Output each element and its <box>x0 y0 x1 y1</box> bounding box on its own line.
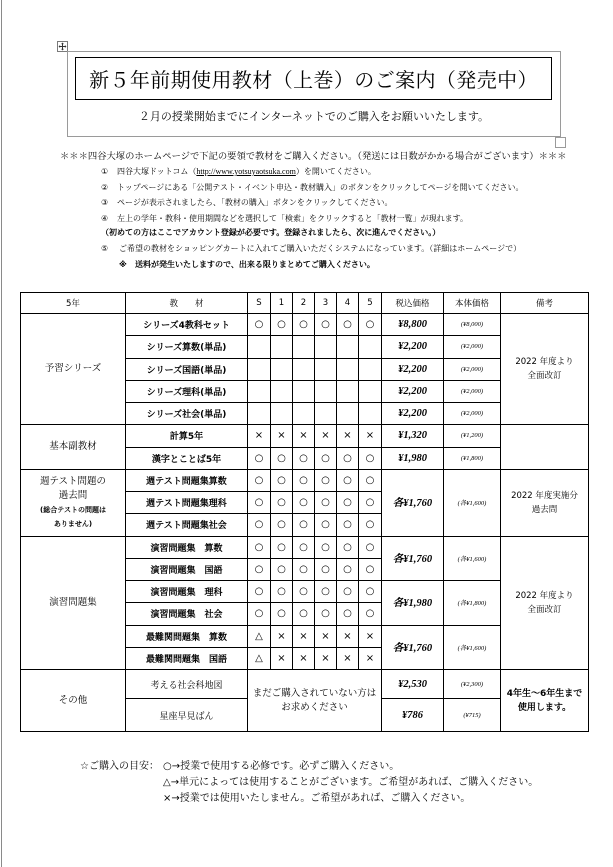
remarks-line: 4年生〜6年生まで <box>506 688 583 699</box>
term-mark-4: × <box>337 647 359 669</box>
page-edge <box>1 0 2 867</box>
page-title: 新５年前期使用教材（上巻）のご案内（発売中） <box>89 68 538 92</box>
price-with-tax: 各¥1,980 <box>382 581 444 626</box>
term-mark-1: ○ <box>271 514 293 536</box>
term-mark-3: × <box>315 647 337 669</box>
step-1 <box>101 166 376 178</box>
price-without-tax: (¥2,000) <box>444 336 501 358</box>
step-text: 左上の学年・教科・使用期間などを選択して「検索」をクリックすると「教材一覧」が現れます。 <box>117 214 469 223</box>
legend-line <box>80 760 399 774</box>
remarks-line: 使用します。 <box>517 702 572 713</box>
term-mark-1 <box>271 358 293 380</box>
term-mark-2: ○ <box>293 558 315 580</box>
purchase-note-line: お求めください <box>281 701 348 713</box>
term-mark-S <box>248 336 271 358</box>
group-label <box>21 425 126 470</box>
item-name: 計算5年 <box>126 425 248 447</box>
purchase-instructions-lead: ＊＊＊四谷大塚のホームページで下記の要領で教材をご購入ください。（発送には日数がかかる場合がございます）＊＊＊ <box>60 151 567 162</box>
step-4 <box>101 213 468 225</box>
term-mark-1: ○ <box>271 581 293 603</box>
term-mark-4: × <box>337 625 359 647</box>
term-mark-2: × <box>293 647 315 669</box>
item-name: 最難関問題集 国語 <box>126 647 248 669</box>
remarks <box>501 536 589 670</box>
term-mark-5: ○ <box>359 603 382 625</box>
price-without-tax: (¥2,000) <box>444 358 501 380</box>
term-mark-5 <box>359 380 382 402</box>
price-without-tax: (各¥1,800) <box>444 581 501 626</box>
term-mark-1: × <box>271 647 293 669</box>
term-mark-1: ○ <box>271 536 293 558</box>
price-with-tax: ¥1,980 <box>382 447 444 469</box>
term-mark-4: × <box>337 425 359 447</box>
term-mark-S <box>248 380 271 402</box>
table-row <box>21 670 589 699</box>
price-with-tax: ¥2,200 <box>382 358 444 380</box>
term-mark-3: ○ <box>315 469 337 491</box>
term-mark-S: ○ <box>248 314 271 336</box>
term-mark-2: ○ <box>293 581 315 603</box>
term-mark-3: ○ <box>315 314 337 336</box>
term-mark-5: ○ <box>359 581 382 603</box>
term-mark-4: ○ <box>337 581 359 603</box>
term-mark-4: ○ <box>337 469 359 491</box>
step-text: 四谷大塚ドットコム（ <box>117 167 197 176</box>
header-remarks: 備考 <box>501 293 589 314</box>
term-mark-2: ○ <box>293 447 315 469</box>
term-mark-2 <box>293 336 315 358</box>
term-mark-5: × <box>359 647 382 669</box>
item-name: 考える社会科地図 <box>126 670 248 699</box>
header-term-2: 2 <box>293 293 315 314</box>
price-without-tax: (各¥1,600) <box>444 625 501 670</box>
table-row <box>21 536 589 558</box>
remarks <box>501 314 589 425</box>
term-mark-S: △ <box>248 647 271 669</box>
legend-title: ☆ご購入の目安： <box>80 761 159 772</box>
term-mark-4: ○ <box>337 603 359 625</box>
term-mark-S <box>248 403 271 425</box>
header-term-5: 5 <box>359 293 382 314</box>
header-term-1: 1 <box>271 293 293 314</box>
term-mark-1 <box>271 336 293 358</box>
header-material: 教 材 <box>126 293 248 314</box>
term-mark-2 <box>293 358 315 380</box>
materials-table-body <box>21 314 589 732</box>
price-with-tax: 各¥1,760 <box>382 469 444 536</box>
term-mark-S <box>248 358 271 380</box>
group-label-line: 過去問 <box>58 489 88 501</box>
item-name: 演習問題集 国語 <box>126 558 248 580</box>
price-without-tax: (¥2,300) <box>444 670 501 699</box>
term-mark-5: ○ <box>359 558 382 580</box>
item-name: 週テスト問題集理科 <box>126 492 248 514</box>
term-mark-2: ○ <box>293 314 315 336</box>
group-label-note: (総合テストの問題は <box>40 505 106 514</box>
purchase-note <box>248 670 382 732</box>
step-text: トップページにある「公開テスト・イベント申込・教材購入」のボタンをクリックしてページを開いてください。 <box>117 183 524 192</box>
term-mark-3: × <box>315 425 337 447</box>
term-mark-1: × <box>271 425 293 447</box>
step-5 <box>101 243 521 255</box>
term-mark-1: ○ <box>271 492 293 514</box>
step-text: ページが表示されましたら、「教材の購入」ボタンをクリックしてください。 <box>117 198 393 207</box>
shipping-note-text: 送料が発生いたしますので、出来る限りまとめてご購入ください。 <box>135 260 375 269</box>
term-mark-5: ○ <box>359 469 382 491</box>
remarks <box>501 469 589 536</box>
term-mark-4 <box>337 380 359 402</box>
header-term-3: 3 <box>315 293 337 314</box>
term-mark-1: ○ <box>271 469 293 491</box>
term-mark-S: ○ <box>248 603 271 625</box>
term-mark-2 <box>293 380 315 402</box>
step-number: ③ <box>101 198 109 207</box>
legend-line <box>163 776 538 790</box>
remarks-line: 2022 年度より <box>515 357 574 368</box>
term-mark-5 <box>359 403 382 425</box>
step-number: ① <box>101 167 109 176</box>
remarks-line: 過去問 <box>531 504 558 515</box>
price-with-tax: ¥786 <box>382 699 444 732</box>
term-mark-S: ○ <box>248 447 271 469</box>
item-name: シリーズ算数(単品) <box>126 336 248 358</box>
term-mark-3: ○ <box>315 492 337 514</box>
term-mark-1: ○ <box>271 314 293 336</box>
term-mark-2: ○ <box>293 469 315 491</box>
term-mark-3: ○ <box>315 514 337 536</box>
term-mark-3: ○ <box>315 447 337 469</box>
term-mark-3: ○ <box>315 558 337 580</box>
item-name: 演習問題集 理科 <box>126 581 248 603</box>
item-name: シリーズ社会(単品) <box>126 403 248 425</box>
term-mark-5: ○ <box>359 536 382 558</box>
price-without-tax: (各¥1,600) <box>444 536 501 581</box>
website-link[interactable]: http://www.yotsuyaotsuka.com <box>196 167 296 176</box>
legend-unused: ×→授業では使用いたしません。ご希望があれば、ご購入ください。 <box>163 793 471 804</box>
price-without-tax: (¥2,000) <box>444 403 501 425</box>
term-mark-5: × <box>359 625 382 647</box>
price-without-tax: (各¥1,600) <box>444 469 501 536</box>
term-mark-4: ○ <box>337 536 359 558</box>
term-mark-2: × <box>293 425 315 447</box>
group-label-line: 基本副教材 <box>49 441 97 452</box>
item-name: シリーズ4教科セット <box>126 314 248 336</box>
page-subtitle: ２月の授業開始までにインターネットでのご購入をお願いいたします。 <box>138 110 490 123</box>
account-note: （初めての方はここでアカウント登録が必要です。登録されましたら、次に進んでください。） <box>101 228 441 237</box>
page-title-box <box>75 57 552 100</box>
remarks <box>501 425 589 470</box>
term-mark-2: ○ <box>293 492 315 514</box>
term-mark-1: ○ <box>271 447 293 469</box>
legend-line <box>163 792 470 806</box>
term-mark-3: ○ <box>315 603 337 625</box>
term-mark-4: ○ <box>337 514 359 536</box>
term-mark-5 <box>359 358 382 380</box>
price-with-tax: ¥2,200 <box>382 380 444 402</box>
header-grade: 5年 <box>21 293 126 314</box>
price-with-tax: ¥1,320 <box>382 425 444 447</box>
group-label <box>21 670 126 732</box>
header-term-S: S <box>248 293 271 314</box>
term-mark-4: ○ <box>337 447 359 469</box>
price-without-tax: (¥715) <box>444 699 501 732</box>
step-number: ② <box>101 183 109 192</box>
term-mark-4 <box>337 403 359 425</box>
step-number: ⑤ <box>101 244 109 253</box>
term-mark-1: × <box>271 625 293 647</box>
step-text: ご希望の教材をショッピングカートに入れてご購入いただくシステムになっています。（詳細はホームページで） <box>119 244 522 253</box>
term-mark-2: ○ <box>293 603 315 625</box>
term-mark-S: ○ <box>248 581 271 603</box>
item-name: 最難関問題集 算数 <box>126 625 248 647</box>
term-mark-S: △ <box>248 625 271 647</box>
item-name: 演習問題集 社会 <box>126 603 248 625</box>
resize-handle-icon[interactable] <box>555 137 566 148</box>
item-name: 週テスト問題集算数 <box>126 469 248 491</box>
term-mark-4: ○ <box>337 314 359 336</box>
term-mark-3: ○ <box>315 581 337 603</box>
term-mark-5: ○ <box>359 314 382 336</box>
table-row <box>21 469 589 491</box>
group-label <box>21 314 126 425</box>
term-mark-S: ○ <box>248 492 271 514</box>
group-label-note: ありません) <box>53 519 93 528</box>
remarks-line: 2022 年度実施分 <box>511 490 578 501</box>
term-mark-5 <box>359 336 382 358</box>
item-name: 演習問題集 算数 <box>126 536 248 558</box>
remarks-line: 全面改訂 <box>527 604 562 615</box>
term-mark-4: ○ <box>337 558 359 580</box>
term-mark-2: ○ <box>293 514 315 536</box>
item-name: 星座早見ばん <box>126 699 248 732</box>
price-with-tax: 各¥1,760 <box>382 536 444 581</box>
term-mark-S: ○ <box>248 536 271 558</box>
term-mark-2 <box>293 403 315 425</box>
table-row <box>21 425 589 447</box>
step-number: ④ <box>101 214 109 223</box>
price-without-tax: (¥2,000) <box>444 380 501 402</box>
header-price-base: 本体価格 <box>444 293 501 314</box>
header-term-4: 4 <box>337 293 359 314</box>
note-mark: ※ <box>119 260 127 269</box>
group-label-line: 演習問題集 <box>49 596 97 608</box>
group-label-line: その他 <box>58 694 88 706</box>
price-with-tax: ¥8,800 <box>382 314 444 336</box>
term-mark-1 <box>271 380 293 402</box>
term-mark-3 <box>315 403 337 425</box>
term-mark-S: ○ <box>248 514 271 536</box>
term-mark-5: ○ <box>359 447 382 469</box>
step-text: ）を開いてください。 <box>295 167 376 176</box>
shipping-note <box>119 259 375 271</box>
legend-required: ○→授業で使用する必修です。必ずご購入ください。 <box>163 761 400 772</box>
term-mark-3: × <box>315 625 337 647</box>
term-mark-3 <box>315 358 337 380</box>
term-mark-4 <box>337 336 359 358</box>
term-mark-1: ○ <box>271 558 293 580</box>
materials-table <box>20 292 589 732</box>
term-mark-5: ○ <box>359 492 382 514</box>
price-without-tax: (¥1,200) <box>444 425 501 447</box>
term-mark-S: ○ <box>248 469 271 491</box>
price-with-tax: ¥2,200 <box>382 336 444 358</box>
term-mark-S: ○ <box>248 558 271 580</box>
step-3 <box>101 197 393 209</box>
item-name: 週テスト問題集社会 <box>126 514 248 536</box>
term-mark-4: ○ <box>337 492 359 514</box>
table-header-row <box>21 293 589 314</box>
group-label <box>21 536 126 670</box>
step-2 <box>101 182 523 194</box>
table-row <box>21 314 589 336</box>
term-mark-3: ○ <box>315 536 337 558</box>
remarks-line: 全面改訂 <box>527 371 562 382</box>
price-without-tax: (¥1,800) <box>444 447 501 469</box>
item-name: 漢字とことば5年 <box>126 447 248 469</box>
group-label <box>21 469 126 536</box>
term-mark-5: × <box>359 425 382 447</box>
term-mark-2: ○ <box>293 536 315 558</box>
remarks-line: 2022 年度より <box>515 590 574 601</box>
purchase-note-line: まだご購入されていない方は <box>252 687 377 699</box>
term-mark-1 <box>271 403 293 425</box>
term-mark-3 <box>315 336 337 358</box>
legend-optional: △→単元によっては使用することがございます。ご希望があれば、ご購入ください。 <box>163 777 539 788</box>
term-mark-S: × <box>248 425 271 447</box>
price-without-tax: (¥8,000) <box>444 314 501 336</box>
item-name: シリーズ理科(単品) <box>126 380 248 402</box>
group-label-line: 週テスト問題の <box>39 475 107 487</box>
price-with-tax: 各¥1,760 <box>382 625 444 670</box>
term-mark-2: × <box>293 625 315 647</box>
group-label-line: 予習シリーズ <box>44 363 102 375</box>
term-mark-3 <box>315 380 337 402</box>
remarks <box>501 670 589 732</box>
header-price-tax: 税込価格 <box>382 293 444 314</box>
term-mark-4 <box>337 358 359 380</box>
price-with-tax: ¥2,200 <box>382 403 444 425</box>
item-name: シリーズ国語(単品) <box>126 358 248 380</box>
term-mark-5: ○ <box>359 514 382 536</box>
price-with-tax: ¥2,530 <box>382 670 444 699</box>
term-mark-1: ○ <box>271 603 293 625</box>
